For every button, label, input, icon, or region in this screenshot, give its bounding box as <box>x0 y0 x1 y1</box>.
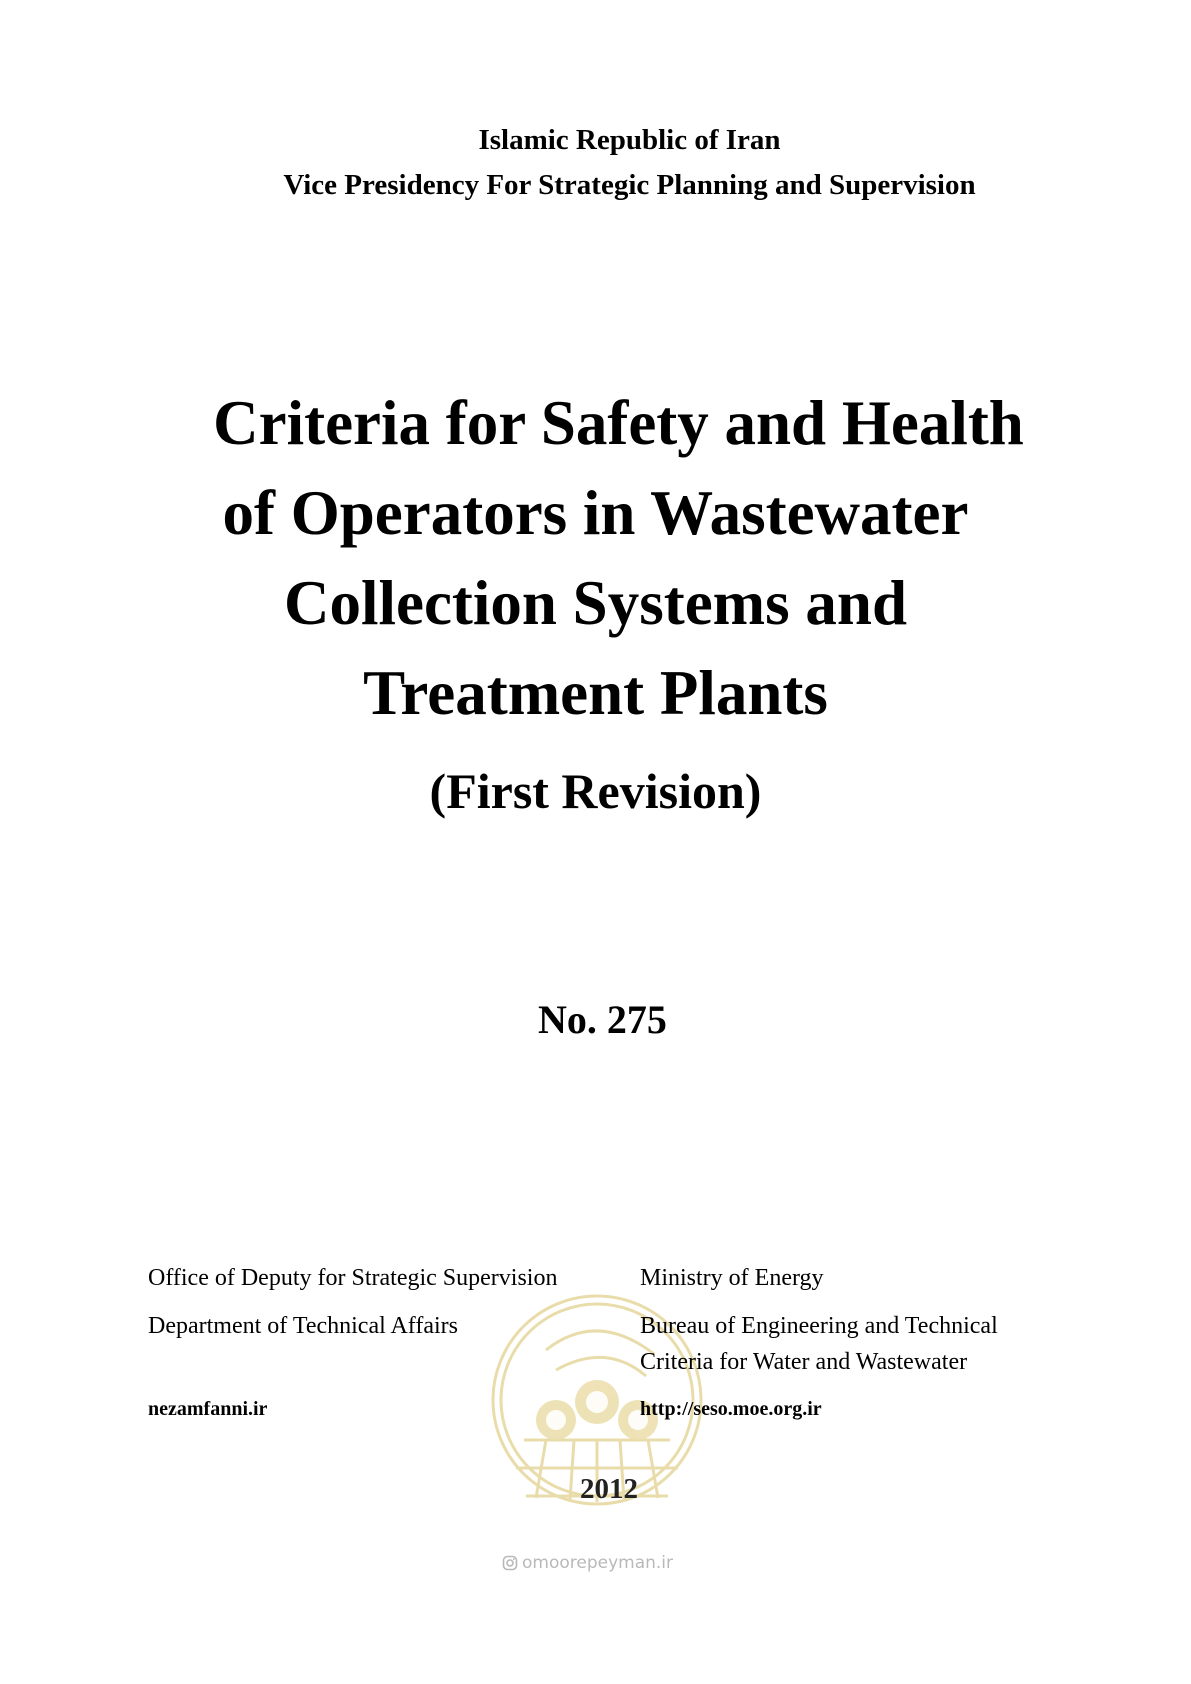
watermark-label <box>502 1553 673 1573</box>
title-line-2: of Operators in Wastewater <box>222 478 969 548</box>
title-revision: (First Revision) <box>429 763 762 819</box>
title-line-3: Collection Systems and <box>283 568 908 638</box>
header-office: Vice Presidency For Strategic Planning and Supervision <box>283 169 976 201</box>
footer-left-website[interactable]: nezamfanni.ir <box>148 1398 268 1420</box>
footer-right-website[interactable]: http://seso.moe.org.ir <box>640 1398 822 1420</box>
title-line-4: Treatment Plants <box>363 658 828 728</box>
title-line-1: Criteria for Safety and Health <box>213 388 1024 458</box>
footer-ministry: Ministry of Energy <box>640 1265 824 1291</box>
footer-department: Department of Technical Affairs <box>148 1313 458 1339</box>
footer-office: Office of Deputy for Strategic Supervision <box>148 1265 558 1291</box>
watermark-text: omoorepeyman.ir <box>522 1553 674 1573</box>
publication-year: 2012 <box>580 1473 638 1505</box>
document-number: No. 275 <box>538 997 667 1042</box>
footer-bureau-line-2: Criteria for Water and Wastewater <box>640 1349 968 1375</box>
footer-bureau-line-1: Bureau of Engineering and Technical <box>640 1313 998 1339</box>
header-country: Islamic Republic of Iran <box>478 124 781 156</box>
instagram-icon <box>502 1555 518 1571</box>
